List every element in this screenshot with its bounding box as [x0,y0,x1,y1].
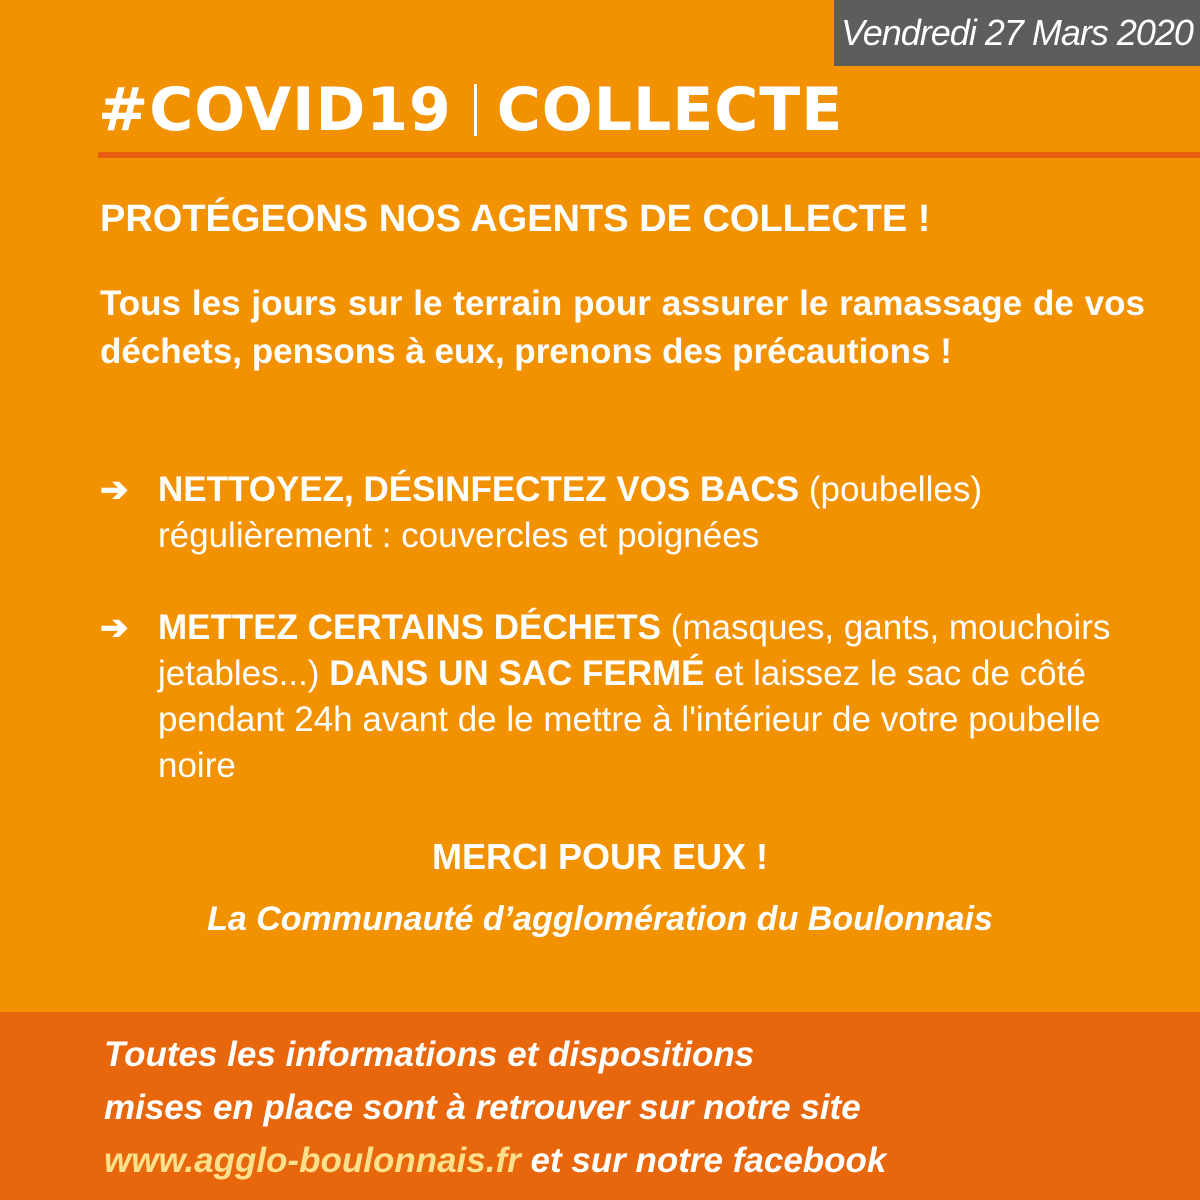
bullet-text [158,605,1160,789]
bullet-light: et laissez le sac de côté pendant 24h avant de le mettre à l'intérieur de votre poubelle noire [158,654,1101,785]
bullet-light: (masques, gants, mouchoirs jetables...) [158,608,1111,693]
subtitle: PROTÉGEONS NOS AGENTS DE COLLECTE ! [100,198,931,240]
website-link[interactable]: www.agglo-boulonnais.fr [104,1141,521,1180]
bullet-clean-bins [100,467,1160,559]
bullet-bold: METTEZ CERTAINS DÉCHETS [158,608,661,647]
headline-topic: COLLECTE [496,75,844,145]
footer-text [104,1028,886,1187]
header-divider [98,152,1200,158]
arrow-right-icon: ➔ [100,609,129,647]
thanks-text: MERCI POUR EUX ! [431,836,769,877]
footer-banner [0,1012,1200,1200]
headline [98,72,843,148]
intro-paragraph: Tous les jours sur le terrain pour assurer le ramassage de vos déchets, pensons à eux, prenons des précautions ! [100,284,1145,371]
footer-line-3-rest: et sur notre facebook [520,1141,887,1180]
bullet-bold: NETTOYEZ, DÉSINFECTEZ VOS BACS [158,470,800,509]
headline-separator [474,84,477,136]
hashtag: #COVID19 [98,75,452,145]
date-text: Vendredi 27 Mars 2020 [841,12,1193,53]
arrow-right-icon: ➔ [100,471,129,509]
date-badge [834,0,1200,66]
footer-line-3 [104,1134,886,1187]
bullet-closed-bag [100,605,1160,789]
footer-line-1: Toutes les informations et dispositions [104,1035,755,1074]
bullet-rest: (poubelles) régulièrement : couvercles et poignées [158,470,982,555]
signature: La Communauté d’agglomération du Boulonnais [207,900,993,938]
bullet-text [158,467,1160,559]
bullet-bold: DANS UN SAC FERMÉ [329,654,705,693]
footer-line-2: mises en place sont à retrouver sur notre site [104,1088,861,1127]
